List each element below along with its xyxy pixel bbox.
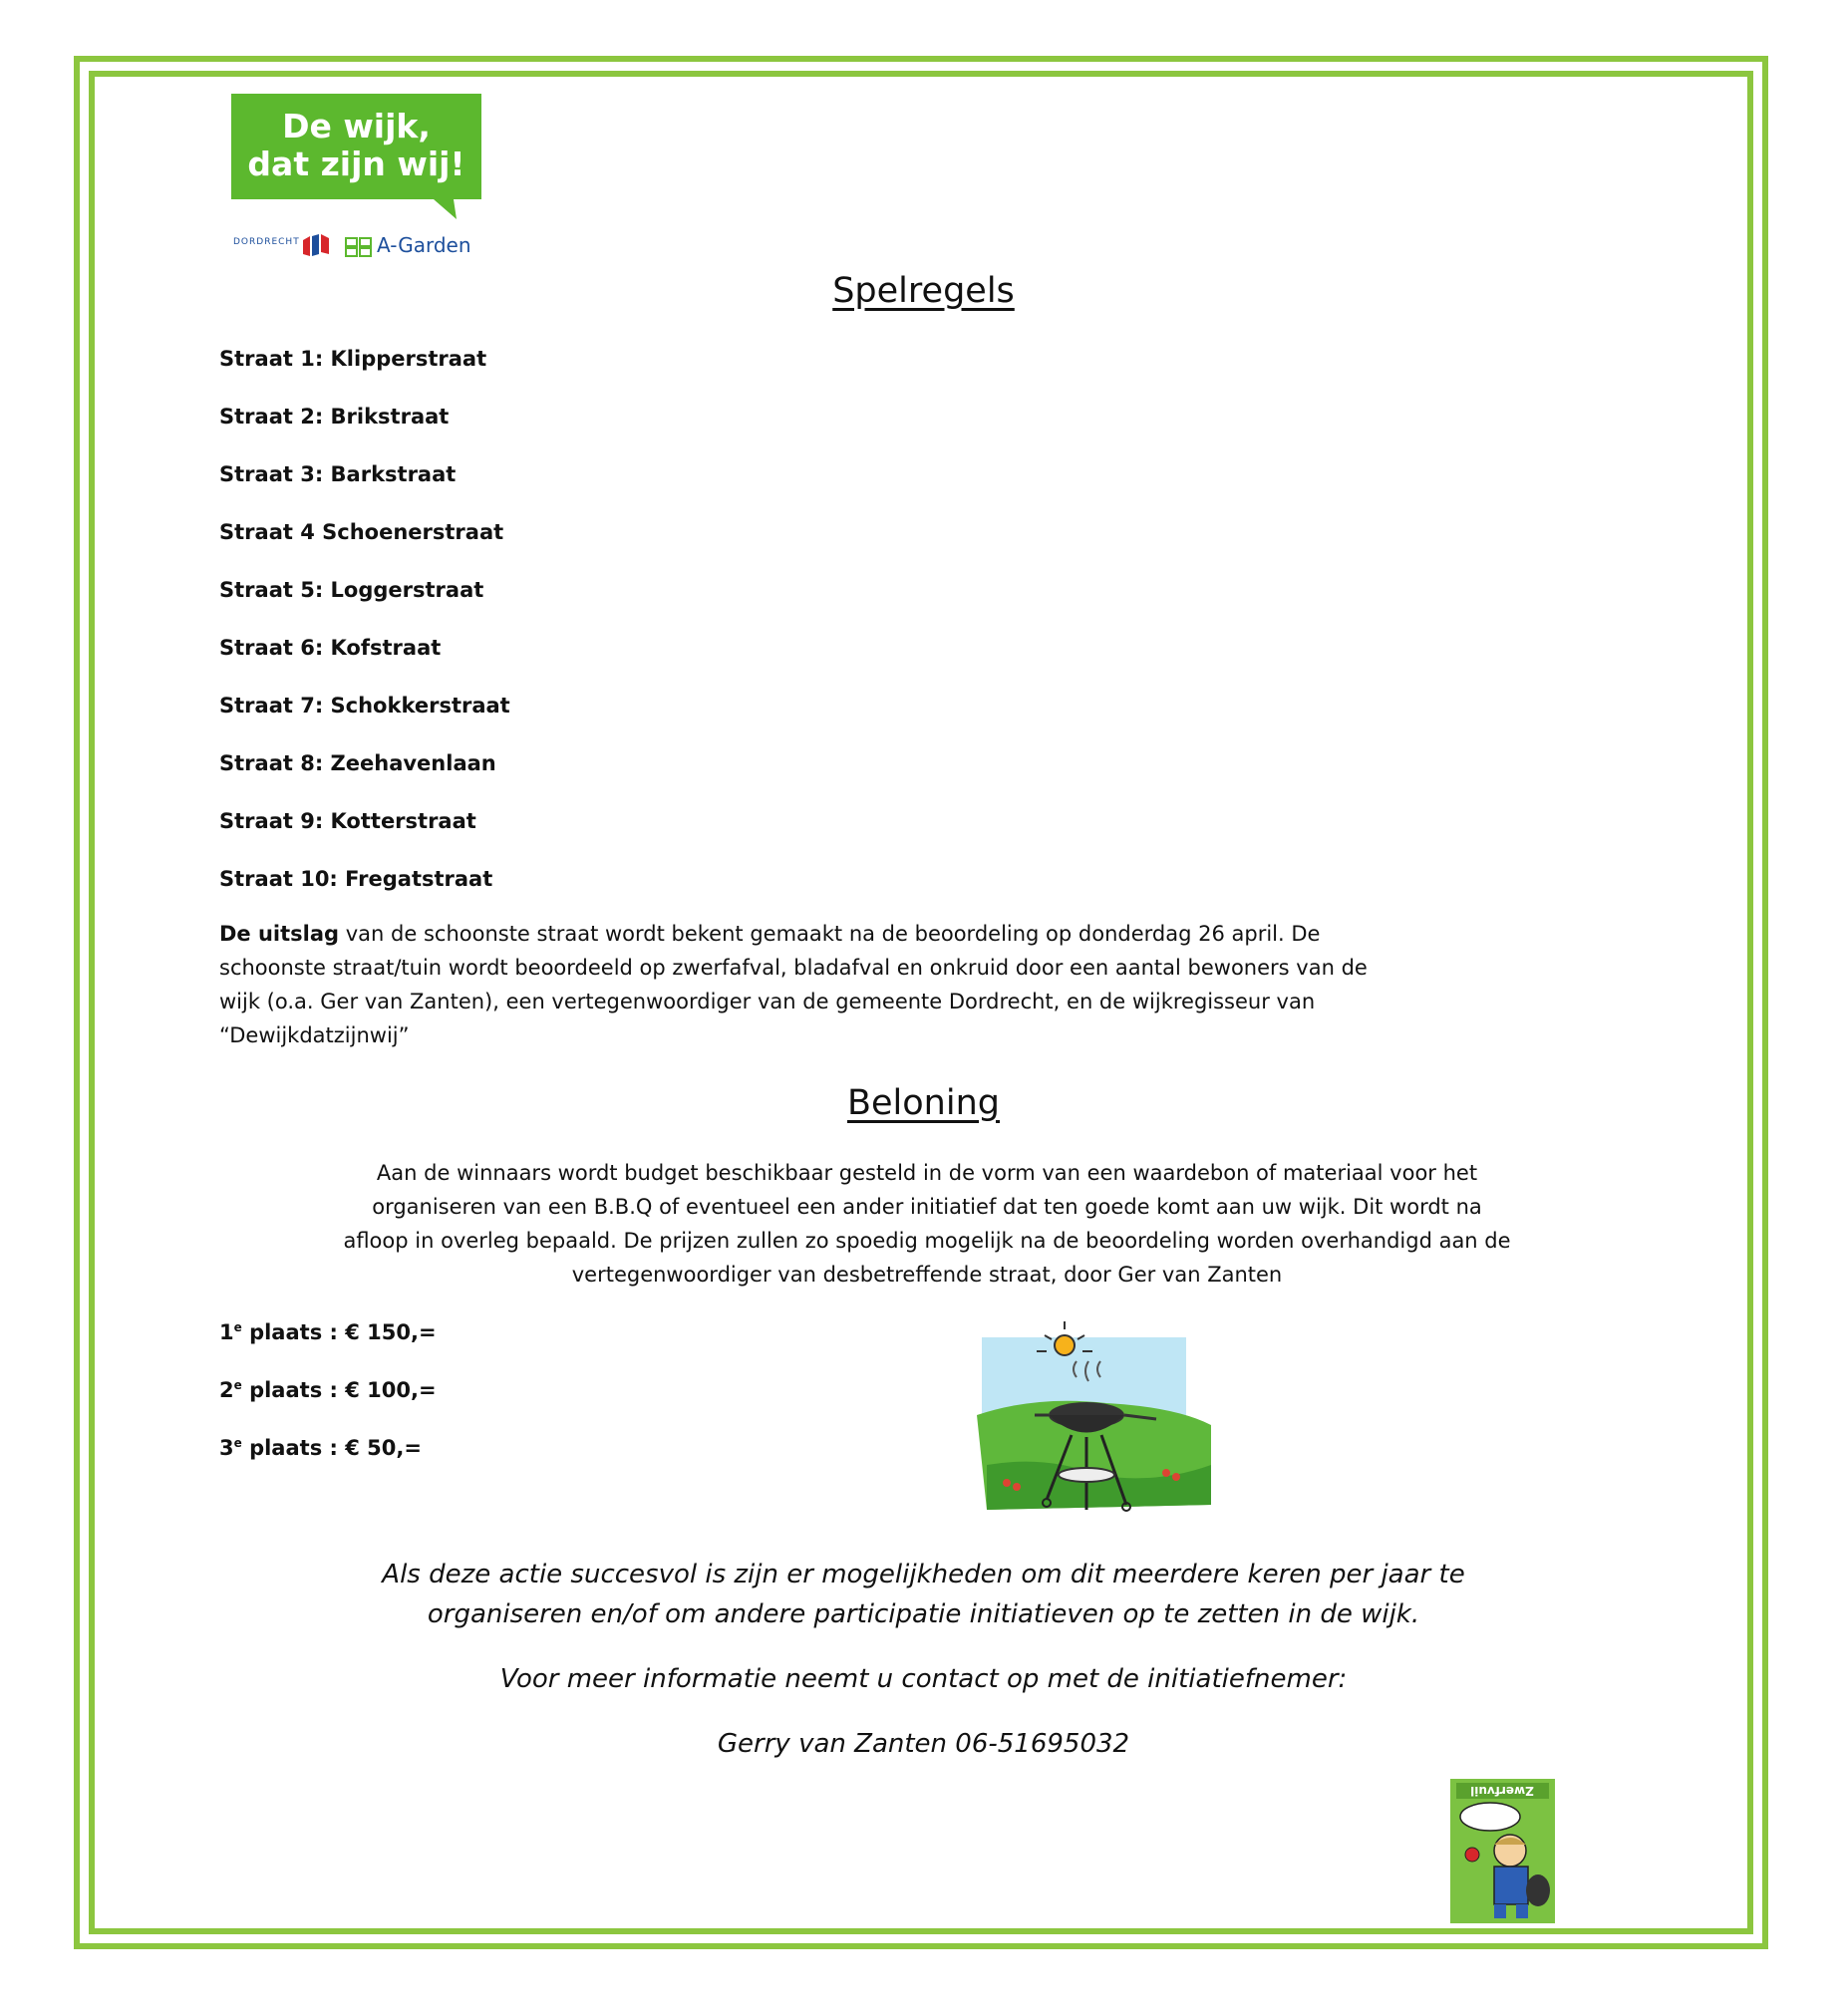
reward-line-4: vertegenwoordiger van desbetreffende straat, door Ger van Zanten	[571, 1263, 1283, 1287]
street-item: Straat 8: Zeehavenlaan	[219, 751, 496, 775]
closing-line-1: Als deze actie succesvol is zijn er mogelijkheden om dit meerdere keren per jaar te	[382, 1560, 1465, 1589]
contact-line: Gerry van Zanten 06-51695032	[717, 1729, 1130, 1759]
sponsor-dordrecht: DORDRECHT	[233, 237, 300, 247]
closing-line-2: organiseren en/of om andere participatie initiatieven op te zetten in de wijk.	[427, 1599, 1420, 1629]
prize-amount: plaats : € 50,=	[241, 1436, 422, 1460]
street-item: Straat 6: Kofstraat	[219, 636, 442, 660]
result-paragraph	[219, 917, 1635, 1052]
result-line-3: wijk (o.a. Ger van Zanten), een vertegenwoordiger van de gemeente Dordrecht, en de wijkregisseur van	[219, 990, 1316, 1013]
prize-rank: 1	[219, 1320, 234, 1344]
result-line-1	[219, 917, 1635, 951]
street-item: Straat 2: Brikstraat	[219, 405, 450, 429]
street-item: Straat 5: Loggerstraat	[219, 578, 484, 602]
prize-amount: plaats : € 100,=	[241, 1378, 437, 1402]
prize-list	[219, 1312, 437, 1486]
dordrecht-flag-icon	[301, 232, 333, 258]
result-line-2: schoonste straat/tuin wordt beoordeeld op zwerfafval, bladafval en onkruid door een aantal bewoners van de	[219, 956, 1368, 980]
info-line: Voor meer informatie neemt u contact op met de initiatiefnemer:	[499, 1664, 1348, 1694]
logo-line-1: De wijk,	[282, 107, 431, 145]
zwerfvuil-mascot-image	[1450, 1779, 1555, 1923]
street-list	[219, 344, 510, 922]
street-item: Straat 7: Schokkerstraat	[219, 694, 510, 718]
a-garden-logo-icon	[345, 237, 373, 257]
prize-rank-suffix: e	[233, 1320, 242, 1334]
street-item: Straat 4 Schoenerstraat	[219, 520, 504, 544]
logo-text	[229, 98, 483, 207]
result-lead: De uitslag	[219, 922, 340, 946]
street-item: Straat 1: Klipperstraat	[219, 347, 487, 371]
prize-amount: plaats : € 150,=	[241, 1320, 437, 1344]
street-item: Straat 3: Barkstraat	[219, 462, 457, 486]
prize-item	[219, 1312, 437, 1370]
prize-item	[219, 1428, 437, 1486]
bbq-illustration	[977, 1315, 1221, 1530]
street-item: Straat 9: Kotterstraat	[219, 809, 476, 833]
reward-paragraph	[209, 1156, 1645, 1292]
prize-item	[219, 1370, 437, 1428]
prize-rank: 3	[219, 1436, 234, 1460]
sponsor-a-garden: A-Garden	[377, 233, 471, 257]
street-item: Straat 10: Fregatstraat	[219, 867, 493, 891]
heading-beloning: Beloning	[847, 1083, 1000, 1123]
reward-line-2: organiseren van een B.B.Q of eventueel een ander initiatief dat ten goede komt aan uw wijk. Dit wordt na	[372, 1195, 1482, 1219]
prize-rank: 2	[219, 1378, 234, 1402]
prize-rank-suffix: e	[233, 1378, 242, 1392]
result-line-1-text: van de schoonste straat wordt bekent gemaakt na de beoordeling op donderdag 26 april. De	[339, 922, 1321, 946]
reward-line-3: afloop in overleg bepaald. De prijzen zullen zo spoedig mogelijk na de beoordeling worden overhandigd aan de	[343, 1229, 1511, 1253]
mascot-title: Zwerfvuil	[1470, 1784, 1534, 1798]
closing-statement	[0, 1555, 1847, 1634]
result-line-4: “Dewijkdatzijnwij”	[219, 1023, 410, 1047]
reward-line-1: Aan de winnaars wordt budget beschikbaar gesteld in de vorm van een waardebon of materiaal voor het	[376, 1161, 1478, 1185]
logo-line-2: dat zijn wij!	[247, 144, 465, 183]
heading-spelregels: Spelregels	[832, 271, 1015, 311]
prize-rank-suffix: e	[233, 1436, 242, 1450]
